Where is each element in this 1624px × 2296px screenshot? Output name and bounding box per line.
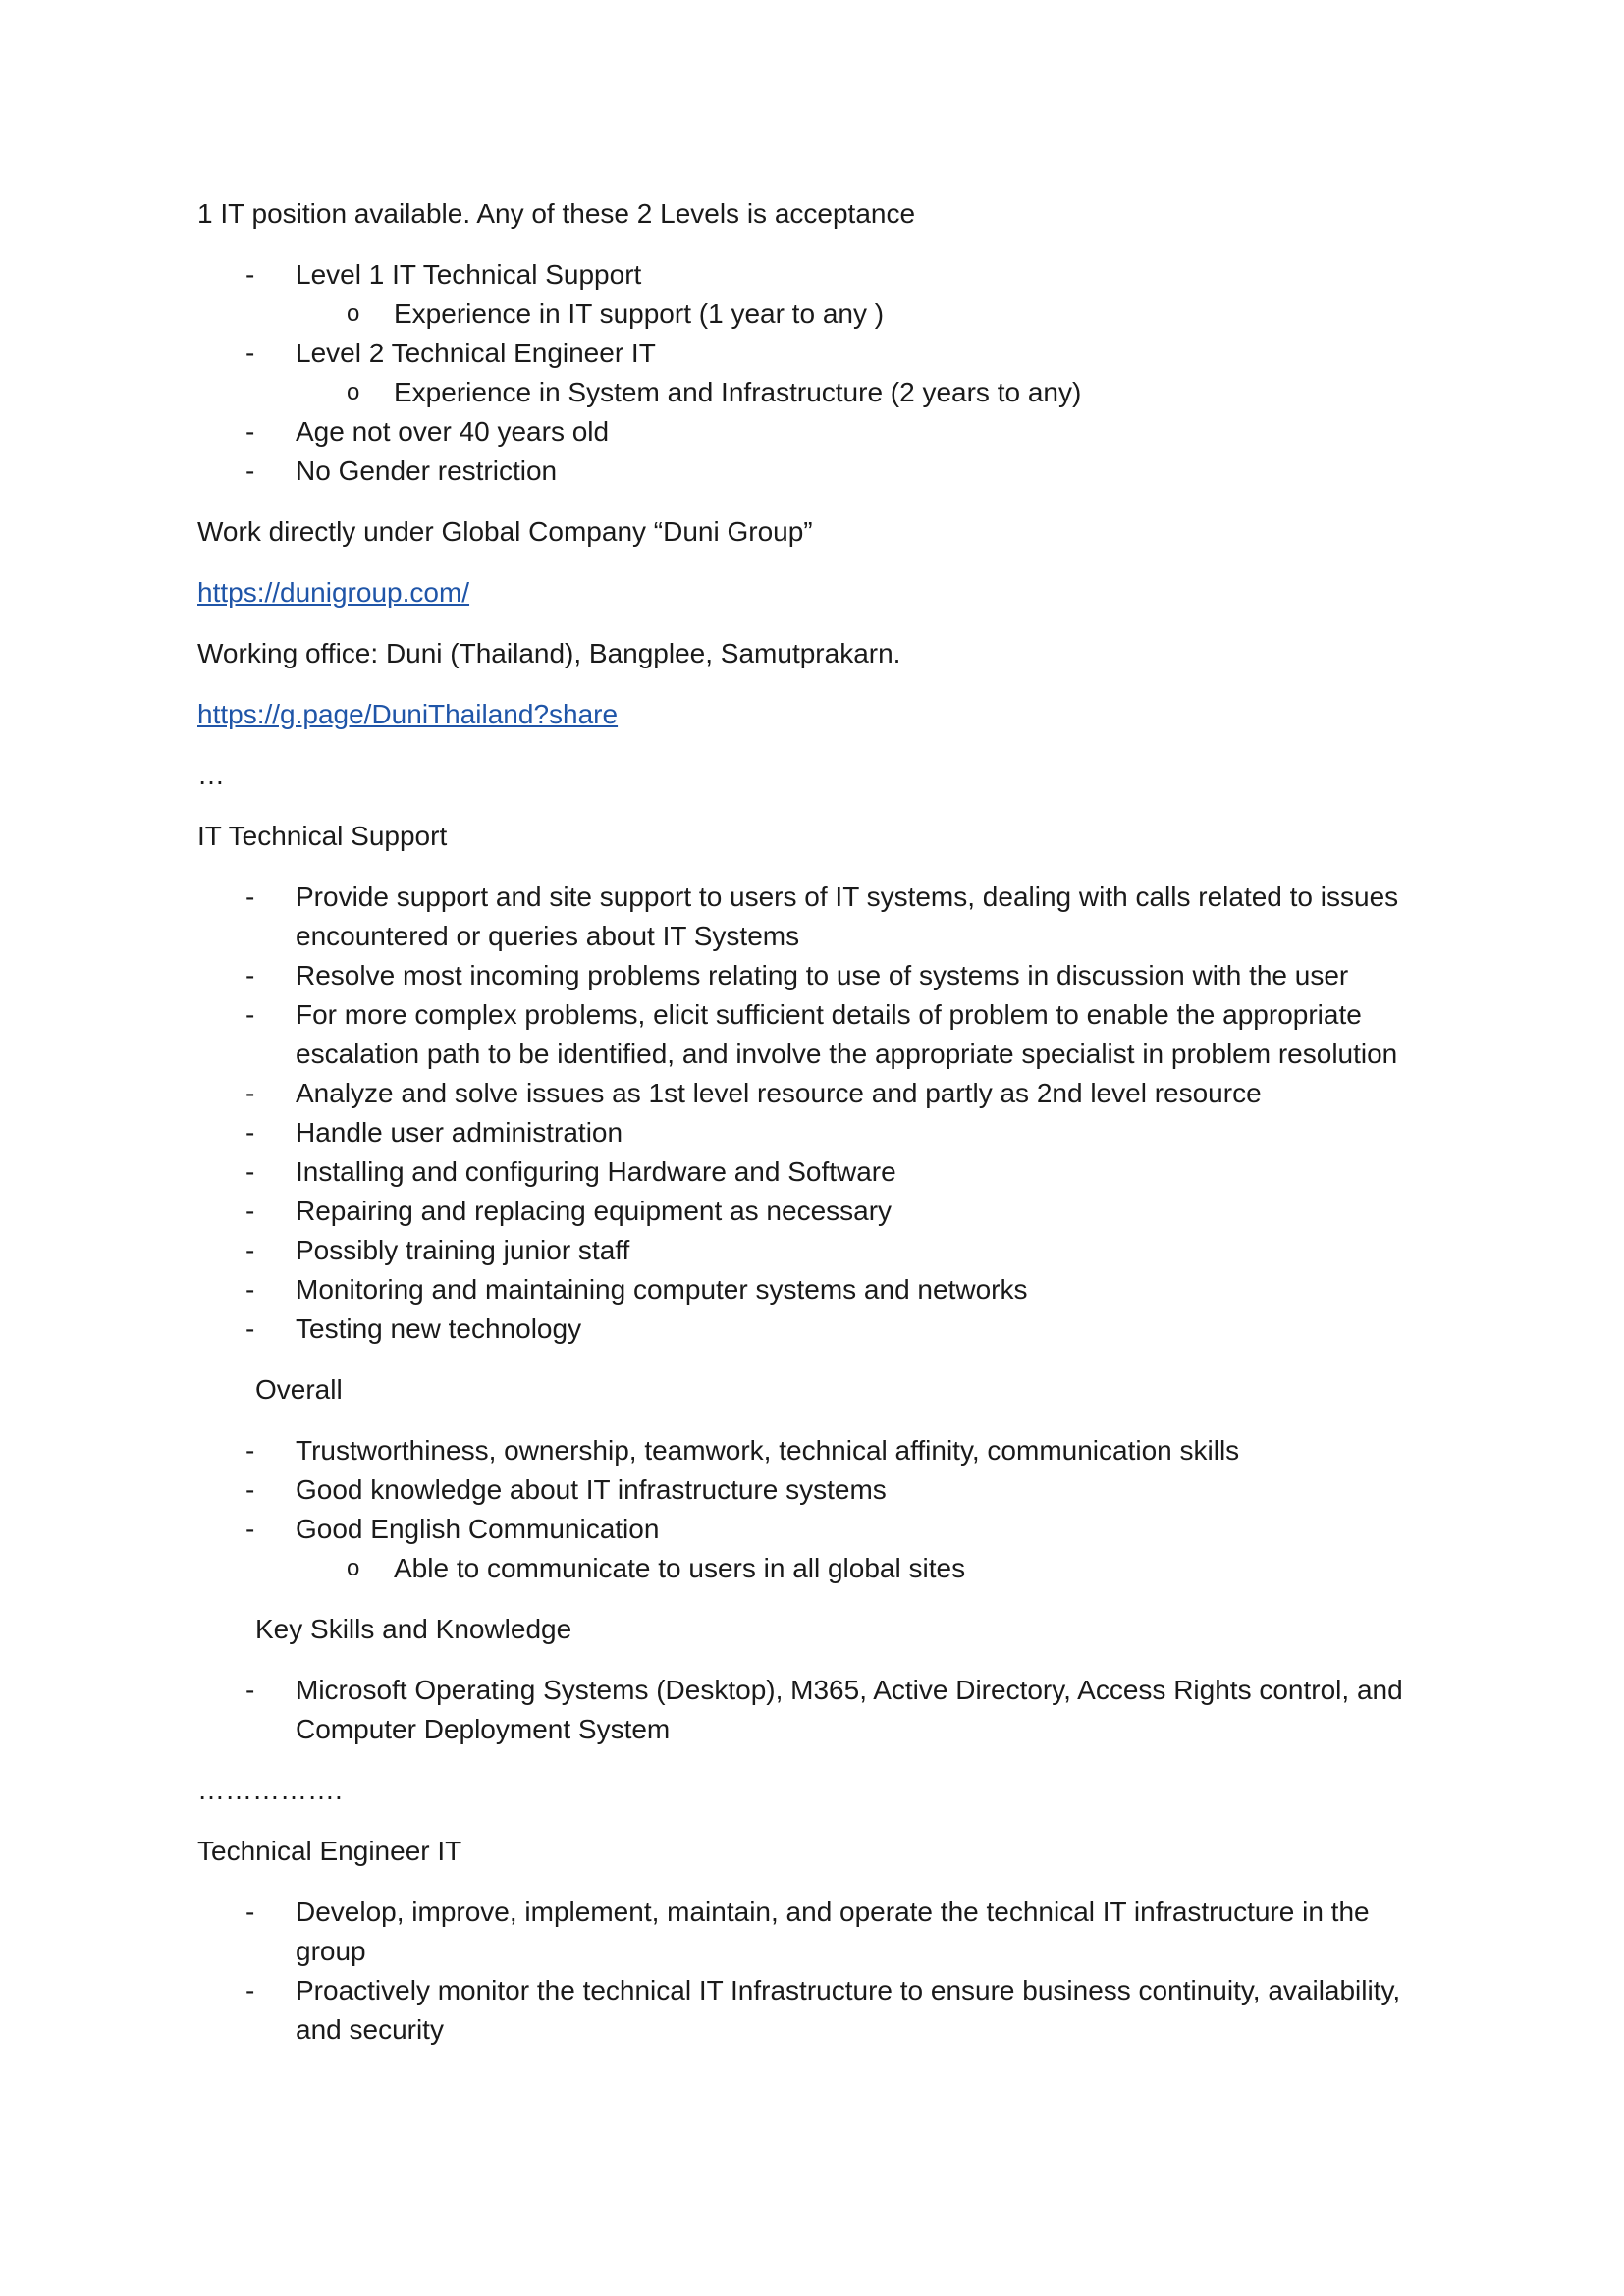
dash-bullet: - — [245, 1274, 255, 1305]
dash-bullet: - — [245, 1117, 255, 1148]
list-item — [197, 1470, 1444, 1510]
list-item-text: Good knowledge about IT infrastructure systems — [296, 1474, 887, 1505]
list-item — [197, 1893, 1444, 1971]
level-item — [197, 412, 1444, 452]
level-item — [197, 334, 1444, 412]
overall-list — [197, 1431, 1444, 1588]
list-item — [197, 1192, 1444, 1231]
list-item-text: Possibly training junior staff — [296, 1235, 630, 1265]
list-item — [197, 995, 1444, 1074]
list-item — [197, 1671, 1444, 1749]
list-item-text: Testing new technology — [296, 1313, 582, 1344]
dash-bullet: - — [245, 259, 255, 290]
level-sublist — [296, 294, 1444, 334]
dash-bullet: - — [245, 1896, 255, 1927]
list-item-text: Develop, improve, implement, maintain, and operate the technical IT infrastructure in the group — [296, 1896, 1370, 1966]
list-item-text: Handle user administration — [296, 1117, 623, 1148]
list-subitem — [296, 1549, 1444, 1588]
list-item — [197, 1074, 1444, 1113]
list-item-text: Good English Communication — [296, 1514, 660, 1544]
level-subitem-text: Experience in System and Infrastructure (2 years to any) — [394, 377, 1082, 407]
list-item-text: Monitoring and maintaining computer systems and networks — [296, 1274, 1028, 1305]
dash-bullet: - — [245, 416, 255, 447]
company-link[interactable]: https://dunigroup.com/ — [197, 577, 470, 608]
dash-bullet: - — [245, 1313, 255, 1344]
level-subitem — [296, 373, 1444, 412]
list-item — [197, 1231, 1444, 1270]
list-item — [197, 1431, 1444, 1470]
office-line: Working office: Duni (Thailand), Bangplee, Samutprakarn. — [197, 638, 901, 668]
level-sublist — [296, 373, 1444, 412]
list-item-text: Analyze and solve issues as 1st level resource and partly as 2nd level resource — [296, 1078, 1262, 1108]
list-item — [197, 1510, 1444, 1588]
support-section-title: IT Technical Support — [197, 821, 448, 851]
overall-sublist — [296, 1549, 1444, 1588]
levels-list — [197, 255, 1444, 491]
level-text: No Gender restriction — [296, 455, 558, 486]
level-text: Level 1 IT Technical Support — [296, 259, 642, 290]
separator-dots: ……………. — [197, 1775, 343, 1805]
dash-bullet: - — [245, 1156, 255, 1187]
circle-bullet: o — [347, 300, 360, 327]
level-text: Age not over 40 years old — [296, 416, 610, 447]
list-item-text: Provide support and site support to users of IT systems, dealing with calls related to issues encountered or queries about IT Systems — [296, 881, 1399, 951]
list-item-text: Trustworthiness, ownership, teamwork, technical affinity, communication skills — [296, 1435, 1240, 1466]
support-duties-list — [197, 878, 1444, 1349]
document-body — [197, 194, 1444, 2071]
dash-bullet: - — [245, 960, 255, 990]
dash-bullet: - — [245, 881, 255, 912]
circle-bullet: o — [347, 379, 360, 405]
level-text: Level 2 Technical Engineer IT — [296, 338, 656, 368]
list-item-text: Installing and configuring Hardware and Software — [296, 1156, 896, 1187]
company-line: Work directly under Global Company “Duni Group” — [197, 516, 813, 547]
dash-bullet: - — [245, 1514, 255, 1544]
engineer-duties-list — [197, 1893, 1444, 2050]
dash-bullet: - — [245, 1975, 255, 2005]
list-item-text: Resolve most incoming problems relating to use of systems in discussion with the user — [296, 960, 1349, 990]
list-item-text: Proactively monitor the technical IT Infrastructure to ensure business continuity, availability, and security — [296, 1975, 1401, 2045]
dash-bullet: - — [245, 1435, 255, 1466]
dash-bullet: - — [245, 338, 255, 368]
dash-bullet: - — [245, 1235, 255, 1265]
dash-bullet: - — [245, 1474, 255, 1505]
list-item-text: Repairing and replacing equipment as necessary — [296, 1196, 893, 1226]
dash-bullet: - — [245, 455, 255, 486]
list-item-text: For more complex problems, elicit sufficient details of problem to enable the appropriate escalation path to be identified, and involve the appropriate specialist in problem resolution — [296, 999, 1398, 1069]
list-subitem-text: Able to communicate to users in all global sites — [394, 1553, 966, 1583]
list-item — [197, 1270, 1444, 1309]
list-item — [197, 1309, 1444, 1349]
engineer-section-title: Technical Engineer IT — [197, 1836, 462, 1866]
list-item — [197, 956, 1444, 995]
list-item — [197, 878, 1444, 956]
list-item — [197, 1152, 1444, 1192]
level-item — [197, 452, 1444, 491]
office-map-link[interactable]: https://g.page/DuniThailand?share — [197, 699, 619, 729]
level-subitem-text: Experience in IT support (1 year to any ) — [394, 298, 885, 329]
level-item — [197, 255, 1444, 334]
dash-bullet: - — [245, 1675, 255, 1705]
list-item-text: Microsoft Operating Systems (Desktop), M365, Active Directory, Access Rights control, and Computer Deployment System — [296, 1675, 1403, 1744]
level-subitem — [296, 294, 1444, 334]
dash-bullet: - — [245, 1078, 255, 1108]
list-item — [197, 1971, 1444, 2050]
intro-text: 1 IT position available. Any of these 2 Levels is acceptance — [197, 198, 916, 229]
overall-heading: Overall — [255, 1374, 343, 1405]
skills-heading: Key Skills and Knowledge — [255, 1614, 572, 1644]
dash-bullet: - — [245, 1196, 255, 1226]
circle-bullet: o — [347, 1555, 360, 1581]
skills-list — [197, 1671, 1444, 1749]
list-item — [197, 1113, 1444, 1152]
dash-bullet: - — [245, 999, 255, 1030]
separator-ellipsis: … — [197, 760, 225, 790]
